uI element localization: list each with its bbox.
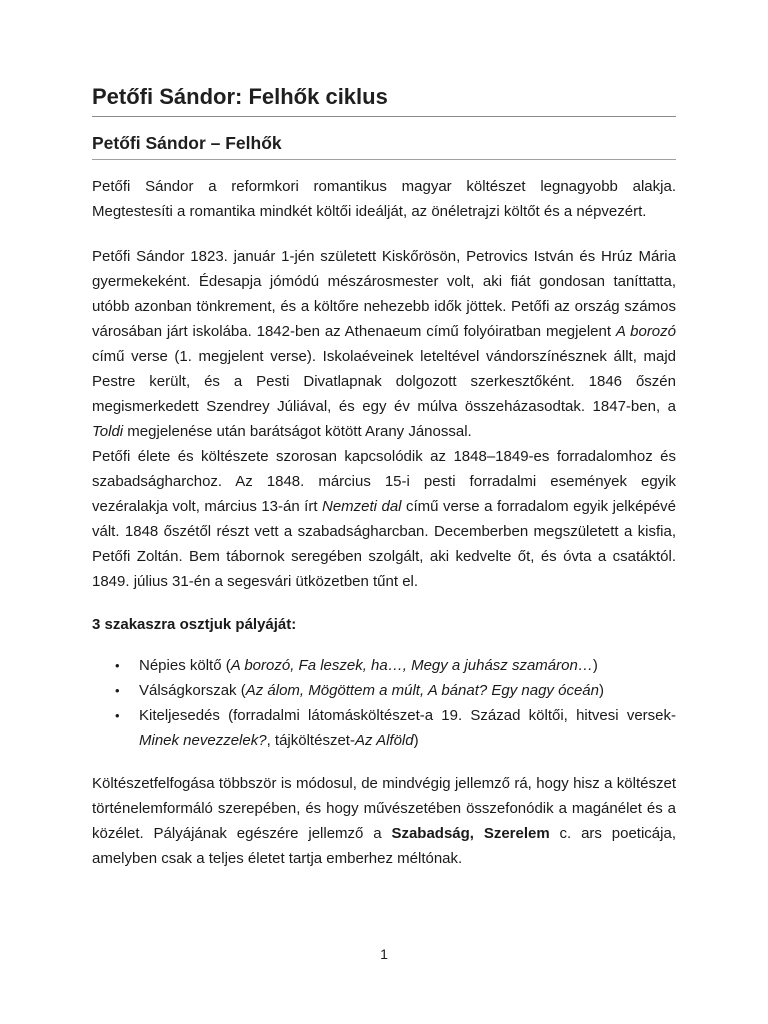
periods-list bbox=[92, 653, 676, 753]
period-close: ) bbox=[413, 732, 419, 749]
biography-paragraph-2 bbox=[92, 444, 676, 594]
period-close: ) bbox=[592, 657, 598, 674]
document-subtitle: Petőfi Sándor – Felhők bbox=[92, 133, 676, 160]
bio1-title-toldi: Toldi bbox=[92, 423, 124, 440]
period-label-mid: , tájköltészet- bbox=[266, 732, 355, 749]
intro-paragraph: Petőfi Sándor a reformkori romantikus magyar költészet legnagyobb alakja. Megtestesíti a romantika mindkét költői ideálját, az önéletrajzi költőt és a népvezért. bbox=[92, 178, 676, 220]
list-item bbox=[115, 653, 676, 678]
list-item bbox=[115, 703, 676, 753]
bio1-text-b: című verse (1. megjelent verse). Iskolaéveinek leteltével vándorszínésznek állt, majd Pestre került, és a Pesti Divatlapnak dolgozott szerkesztőként. 1846 őszén megismerkedett Szendrey Júliával, és egy év múlva összeházasodtak. 1847-ben, a bbox=[92, 348, 676, 415]
list-item bbox=[115, 678, 676, 703]
closing-text-a: Költészetfelfogása többször is módosul, de mindvégig jellemző rá, hogy hisz a költészet történelemformáló szerepében, és hogy művészetében összefonódik a magánélet és a közélet. Pályájának egészére jellemző a bbox=[92, 775, 676, 842]
document-title: Petőfi Sándor: Felhők ciklus bbox=[92, 84, 676, 117]
bullet-icon: • bbox=[115, 658, 120, 673]
closing-bold-title: Szabadság, Szerelem bbox=[391, 825, 550, 842]
period-close: ) bbox=[598, 682, 604, 699]
period-label: Kiteljesedés (forradalmi látomásköltészet-a 19. Század költői, hitvesi versek- bbox=[139, 707, 676, 724]
period-works: Az álom, Mögöttem a múlt, A bánat? Egy nagy óceán bbox=[245, 682, 599, 699]
closing-paragraph bbox=[92, 771, 676, 871]
bio2-text-b: című verse a forradalom egyik jelképévé vált. 1848 őszétől részt vett a szabadságharcban. Decemberben megszületett a kisfia, Petőfi Zoltán. Bem tábornok seregében szolgált, aki kedvelte őt, és óvta a csatáktól. 1849. július 31-én a segesvári ütközetben tűnt el. bbox=[92, 498, 676, 590]
bio2-text-a: Petőfi élete és költészete szorosan kapcsolódik az 1848–1849-es forradalomhoz és szabadságharchoz. Az 1848. március 15-i pesti forradalmi események egyik vezéralakja volt, március 13-án írt bbox=[92, 448, 676, 515]
period-works-2: Az Alföld bbox=[354, 732, 414, 749]
biography-paragraph-1 bbox=[92, 244, 676, 444]
closing-text-b: c. ars poeticája, amelyben csak a teljes életet tartja emberhez méltónak. bbox=[92, 825, 676, 867]
bio1-text-c: megjelenése után barátságot kötött Arany Jánossal. bbox=[123, 423, 472, 440]
page-number: 1 bbox=[380, 946, 388, 962]
periods-heading: 3 szakaszra osztjuk pályáját: bbox=[92, 616, 297, 633]
bio1-title-a-borozo: A borozó bbox=[615, 323, 676, 340]
period-works: Minek nevezzelek? bbox=[139, 732, 267, 749]
bio2-title-nemzeti-dal: Nemzeti dal bbox=[321, 498, 402, 515]
bio1-text-a: Petőfi Sándor 1823. január 1-jén született Kiskőrösön, Petrovics István és Hrúz Mária gyermekeként. Édesapja jómódú mészárosmester volt, aki fiát gondosan taníttatta, utóbb azonban tönkrement, és a költőre nehezebb idők jöttek. Petőfi az ország számos városában járt iskolába. 1842-ben az Athenaeum című folyóiratban megjelent bbox=[92, 248, 676, 340]
period-works: A borozó, Fa leszek, ha…, Megy a juhász szamáron… bbox=[230, 657, 593, 674]
period-label: Népies költő ( bbox=[139, 657, 231, 674]
bullet-icon: • bbox=[115, 708, 120, 723]
period-label: Válságkorszak ( bbox=[139, 682, 246, 699]
bullet-icon: • bbox=[115, 683, 120, 698]
